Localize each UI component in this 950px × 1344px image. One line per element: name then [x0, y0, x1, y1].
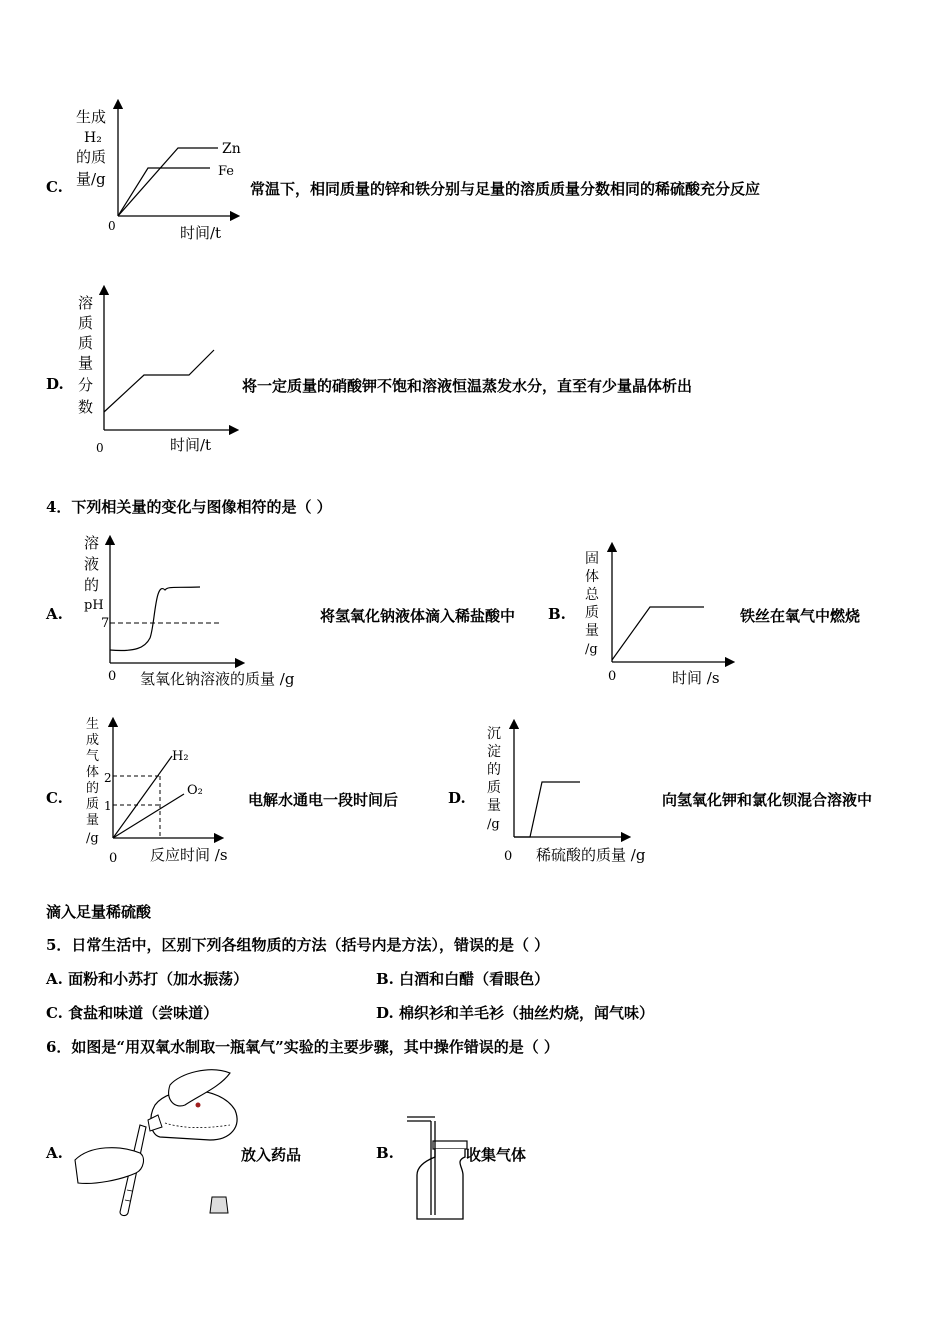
q4-option-b-label[interactable]: B.	[548, 605, 566, 623]
svg-text:质: 质	[585, 605, 599, 621]
svg-text:量: 量	[487, 798, 501, 814]
option-text: 面粉和小苏打（加水振荡）	[68, 970, 249, 988]
svg-text:质: 质	[78, 314, 94, 332]
svg-text:量: 量	[78, 354, 94, 372]
svg-text:的: 的	[86, 781, 100, 796]
option-label: B.	[376, 970, 394, 988]
q4-option-d-text-continued: 滴入足量稀硫酸	[46, 903, 152, 921]
svg-text:质: 质	[487, 780, 501, 796]
h2-line	[113, 756, 172, 838]
q4-option-c-label[interactable]: C.	[46, 789, 63, 807]
option-label: C.	[46, 1004, 63, 1022]
o2-line	[113, 794, 184, 838]
svg-text:时间/t: 时间/t	[170, 436, 212, 454]
svg-text:固: 固	[585, 551, 599, 567]
q3-d-chart	[74, 286, 244, 456]
q4-title: 4．下列相关量的变化与图像相符的是（ ）	[46, 498, 332, 516]
series-zn-line	[118, 148, 218, 216]
q4-c-chart	[84, 712, 254, 872]
q5-option-c[interactable]	[46, 1002, 218, 1023]
option-text: 食盐和味道（尝味道）	[68, 1004, 219, 1022]
svg-text:1: 1	[104, 799, 112, 813]
svg-text:7: 7	[101, 616, 110, 631]
svg-text:0: 0	[96, 441, 104, 455]
q4-b-chart	[582, 545, 742, 685]
svg-text:淀: 淀	[487, 744, 501, 760]
svg-text:的: 的	[487, 762, 501, 778]
svg-text:的: 的	[84, 576, 100, 594]
series-fe-line	[118, 168, 210, 216]
y-label-line-3: 的质	[76, 148, 107, 166]
q4-option-a-text: 将氢氧化钠液体滴入稀盐酸中	[320, 607, 516, 625]
q3-option-c-text: 常温下，相同质量的锌和铁分别与足量的溶质质量分数相同的稀硫酸充分反应	[250, 180, 761, 198]
svg-text:0: 0	[608, 669, 617, 684]
svg-text:/g: /g	[86, 831, 99, 846]
option-text: 棉织衫和羊毛衫（抽丝灼烧，闻气味）	[398, 1004, 654, 1022]
series-zn-label: Zn	[222, 141, 241, 157]
series-fe-label: Fe	[218, 164, 235, 179]
svg-text:pH: pH	[84, 598, 104, 613]
gas-collection-bottle-illustration	[405, 1115, 475, 1225]
q6-option-a-text: 放入药品	[241, 1146, 302, 1164]
svg-text:氢氧化钠溶液的质量 /g: 氢氧化钠溶液的质量 /g	[140, 670, 295, 688]
q6-option-b-text: 收集气体	[466, 1146, 527, 1164]
svg-text:0: 0	[108, 669, 117, 684]
gas-bottle	[417, 1149, 465, 1219]
y-label-line-2: H₂	[84, 130, 102, 146]
option-label: D.	[376, 1004, 394, 1022]
svg-text:分: 分	[78, 376, 94, 394]
svg-text:/g: /g	[487, 817, 500, 832]
q5-title: 5．日常生活中，区别下列各组物质的方法（括号内是方法），错误的是（ ）	[46, 936, 550, 954]
svg-text:质: 质	[78, 334, 94, 352]
q4-option-b-text: 铁丝在氧气中燃烧	[740, 607, 861, 625]
svg-text:量: 量	[86, 813, 100, 828]
svg-text:溶: 溶	[84, 534, 100, 552]
svg-text:0: 0	[109, 851, 118, 866]
y-label-line-1: 生成	[76, 108, 107, 126]
svg-text:反应时间 /s: 反应时间 /s	[150, 846, 228, 864]
svg-text:质: 质	[86, 797, 100, 812]
origin-label: 0	[108, 219, 116, 233]
q3-option-d-label[interactable]: D.	[46, 375, 64, 393]
q4-d-chart	[484, 714, 674, 874]
q6-option-b-label[interactable]: B.	[376, 1144, 394, 1162]
svg-text:0: 0	[504, 849, 513, 864]
svg-text:量: 量	[585, 623, 599, 639]
y-label-line-4: 量/g	[76, 170, 106, 188]
bottle-cap	[433, 1141, 467, 1149]
svg-text:2: 2	[104, 771, 112, 785]
svg-text:体: 体	[86, 765, 100, 780]
q4-option-d-label[interactable]: D.	[448, 789, 466, 807]
bottle-stopper	[210, 1197, 228, 1213]
mass-fraction-line	[104, 350, 214, 412]
svg-text:生: 生	[86, 717, 100, 732]
q3-option-d-text: 将一定质量的硝酸钾不饱和溶液恒温蒸发水分，直至有少量晶体析出	[242, 377, 693, 395]
pouring-reagent-illustration	[70, 1065, 240, 1225]
svg-text:总: 总	[585, 587, 599, 603]
q4-a-chart	[80, 530, 320, 690]
svg-text:溶: 溶	[78, 294, 94, 312]
q3-c-chart	[70, 100, 250, 245]
q4-option-c-text: 电解水通电一段时间后	[248, 791, 399, 809]
q6-option-a-label[interactable]: A.	[46, 1144, 63, 1162]
q4-option-d-text: 向氢氧化钾和氯化钡混合溶液中	[662, 791, 873, 809]
ph-curve	[110, 587, 200, 651]
option-label: A.	[46, 970, 63, 988]
svg-text:H₂: H₂	[172, 749, 189, 764]
precipitate-line	[514, 782, 580, 837]
q3-option-c-label[interactable]: C.	[46, 178, 63, 196]
svg-text:时间 /s: 时间 /s	[672, 669, 720, 687]
svg-text:沉: 沉	[487, 726, 501, 742]
q5-option-a[interactable]	[46, 968, 248, 989]
q4-option-a-label[interactable]: A.	[46, 605, 63, 623]
q5-option-d[interactable]	[376, 1002, 654, 1023]
svg-text:液: 液	[84, 555, 100, 573]
option-text: 白酒和白醋（看眼色）	[399, 970, 550, 988]
svg-text:气: 气	[86, 749, 100, 764]
svg-text:稀硫酸的质量 /g: 稀硫酸的质量 /g	[536, 846, 646, 864]
svg-text:数: 数	[78, 398, 94, 416]
svg-text:体: 体	[585, 569, 599, 585]
svg-text:/g: /g	[585, 642, 598, 657]
x-label: 时间/t	[180, 224, 222, 242]
svg-text:O₂: O₂	[187, 783, 203, 798]
q6-title: 6．如图是“用双氧水制取一瓶氧气”实验的主要步骤，其中操作错误的是（ ）	[46, 1038, 559, 1056]
svg-text:成: 成	[86, 733, 100, 748]
q5-option-b[interactable]	[376, 968, 549, 989]
solid-mass-line	[612, 607, 704, 660]
